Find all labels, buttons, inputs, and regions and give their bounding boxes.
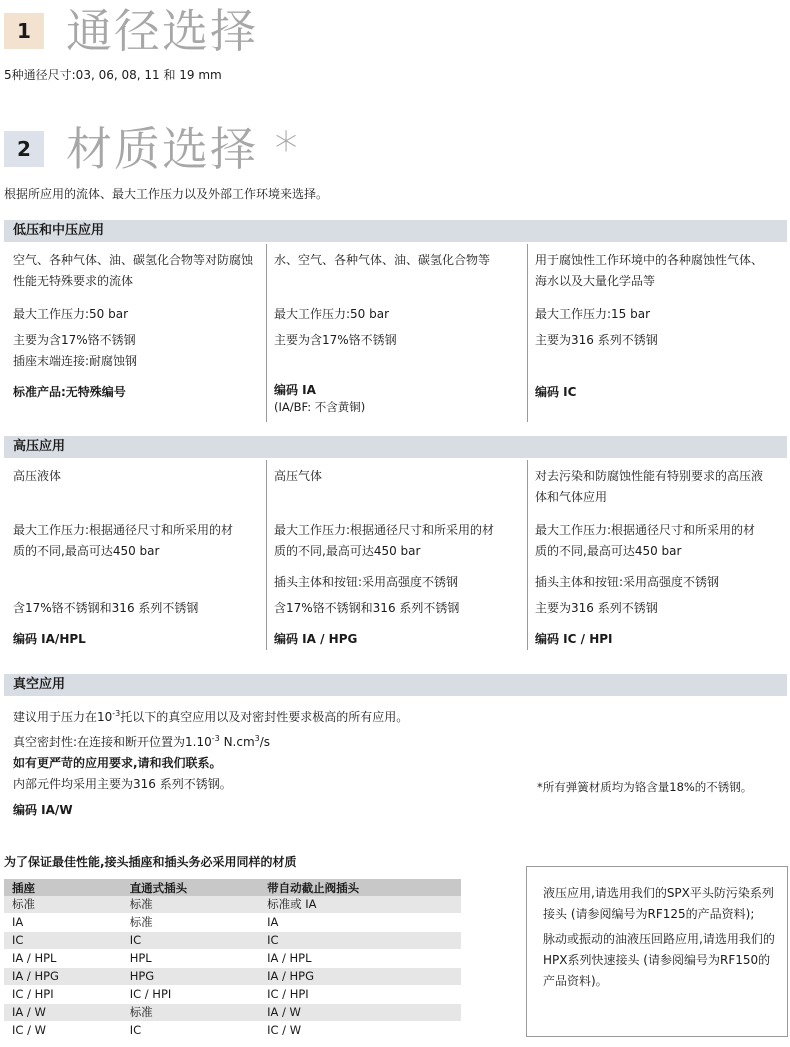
high-col-3: 对去污染和防腐蚀性能有特别要求的高压液 体和气体应用 最大工作压力:根据通径尺寸和所采用的材 质的不同,最高可达450 bar 插头主体和按钮:采用高强度不锈钢 主要为316 系列不锈钢 编码 IC / HPI [535, 466, 787, 650]
table-row [4, 896, 461, 914]
table-row [4, 968, 461, 986]
table-cell: IC / W [259, 1022, 461, 1040]
vacuum-band: 真空应用 [4, 674, 787, 696]
column-header: 直通式插头 [122, 879, 259, 896]
section-title: 通径选择 [66, 4, 258, 58]
table-cell: IA [4, 914, 122, 932]
product-code-note: (IA/BF: 不含黄铜) [274, 400, 366, 414]
table-cell: IA / W [4, 1004, 122, 1022]
table-row [4, 950, 461, 968]
note-box [526, 866, 788, 1037]
column-header: 插座 [4, 879, 122, 896]
product-code: 编码 IC / HPI [535, 632, 613, 646]
table-cell: IC / HPI [259, 986, 461, 1004]
table-row [4, 1004, 461, 1022]
table-row [4, 1022, 461, 1040]
section-2-header [4, 122, 300, 176]
product-code: 编码 IA/HPL [13, 632, 86, 646]
table-cell: IA / HPG [4, 968, 122, 986]
product-code: 编码 IA [274, 383, 316, 397]
product-code: 标准产品:无特殊编号 [13, 385, 126, 399]
section-1-header [4, 4, 258, 58]
section-1-intro: 5种通径尺寸:03, 06, 08, 11 和 19 mm [4, 68, 222, 82]
compat-title: 为了保证最佳性能,接头插座和插头务必采用同样的材质 [4, 855, 297, 869]
table-cell: IC / W [4, 1022, 122, 1040]
low-mid-col-3: 用于腐蚀性工作环境中的各种腐蚀性气体、 海水以及大量化学品等 最大工作压力:15 bar 主要为316 系列不锈钢 编码 IC [535, 250, 787, 403]
table-cell: HPL [122, 950, 259, 968]
table-cell: 标准或 IA [259, 896, 461, 914]
low-mid-col-1: 空气、各种气体、油、碳氢化合物等对防腐蚀 性能无特殊要求的流体 最大工作压力:50 bar 主要为含17%铬不锈钢 插座末端连接:耐腐蚀钢 标准产品:无特殊编号 [13, 250, 263, 403]
table-cell: IC / HPI [4, 986, 122, 1004]
table-row [4, 914, 461, 932]
high-col-2: 高压气体 最大工作压力:根据通径尺寸和所采用的材 质的不同,最高可达450 bar 插头主体和按钮:采用高强度不锈钢 含17%铬不锈钢和316 系列不锈钢 编码 IA / HPG [274, 466, 524, 650]
section-2-intro: 根据所应用的流体、最大工作压力以及外部工作环境来选择。 [4, 187, 329, 201]
column-divider [266, 460, 267, 650]
table-cell: HPG [122, 968, 259, 986]
table-cell: 标准 [122, 914, 259, 932]
table-cell: IC [122, 932, 259, 950]
table-cell: IC [259, 932, 461, 950]
table-cell: 标准 [122, 896, 259, 914]
table-cell: 标准 [122, 1004, 259, 1022]
column-header: 带自动截止阀插头 [259, 879, 461, 896]
table-row [4, 986, 461, 1004]
section-number-badge: 1 [4, 13, 44, 49]
table-cell: IC [122, 1022, 259, 1040]
table-cell: IC / HPI [122, 986, 259, 1004]
section-title: 材质选择 * [66, 122, 300, 176]
column-divider [527, 460, 528, 650]
table-cell: IC [4, 932, 122, 950]
table-cell: 标准 [4, 896, 122, 914]
table-cell: IA / HPL [4, 950, 122, 968]
table-header-row [4, 879, 461, 896]
product-code: 编码 IA/W [13, 803, 73, 817]
high-pressure-band: 高压应用 [4, 436, 787, 458]
table-cell: IA / HPL [259, 950, 461, 968]
low-mid-pressure-band: 低压和中压应用 [4, 220, 787, 242]
column-divider [527, 244, 528, 422]
product-code: 编码 IC [535, 385, 577, 399]
section-number-badge: 2 [4, 131, 44, 167]
note-paragraph: 液压应用,请选用我们的SPX平头防污染系列接头 (请参阅编号为RF125的产品资料); [543, 886, 774, 921]
footnote: *所有弹簧材质均为铬含量18%的不锈钢。 [537, 780, 753, 794]
low-mid-col-2: 水、空气、各种气体、油、碳氢化合物等 最大工作压力:50 bar 主要为含17%铬不锈钢 编码 IA (IA/BF: 不含黄铜) [274, 250, 524, 416]
product-code: 编码 IA / HPG [274, 632, 358, 646]
table-cell: IA [259, 914, 461, 932]
table-cell: IA / W [259, 1004, 461, 1022]
high-col-1: 高压液体 最大工作压力:根据通径尺寸和所采用的材 质的不同,最高可达450 bar 含17%铬不锈钢和316 系列不锈钢 编码 IA/HPL [13, 466, 263, 650]
table-cell: IA / HPG [259, 968, 461, 986]
vacuum-content: 建议用于压力在$10^{-3}$托以下的真空应用以及对密封性要求极高的所有应用。 真空密封性:在连接和断开位置为$1.10^{-3}$ $N.cm^3/s$ 如有更严苛的应用要求,请和我们联系。 内部元件均采用主要为316 系列不锈钢。 编码 IA/W [13, 703, 523, 821]
note-paragraph: 脉动或振动的油液压回路应用,请选用我们的HPX系列快速接头 (请参阅编号为RF150的产品资料)。 [543, 932, 775, 988]
column-divider [266, 244, 267, 422]
compat-table [4, 879, 461, 1040]
table-row [4, 932, 461, 950]
